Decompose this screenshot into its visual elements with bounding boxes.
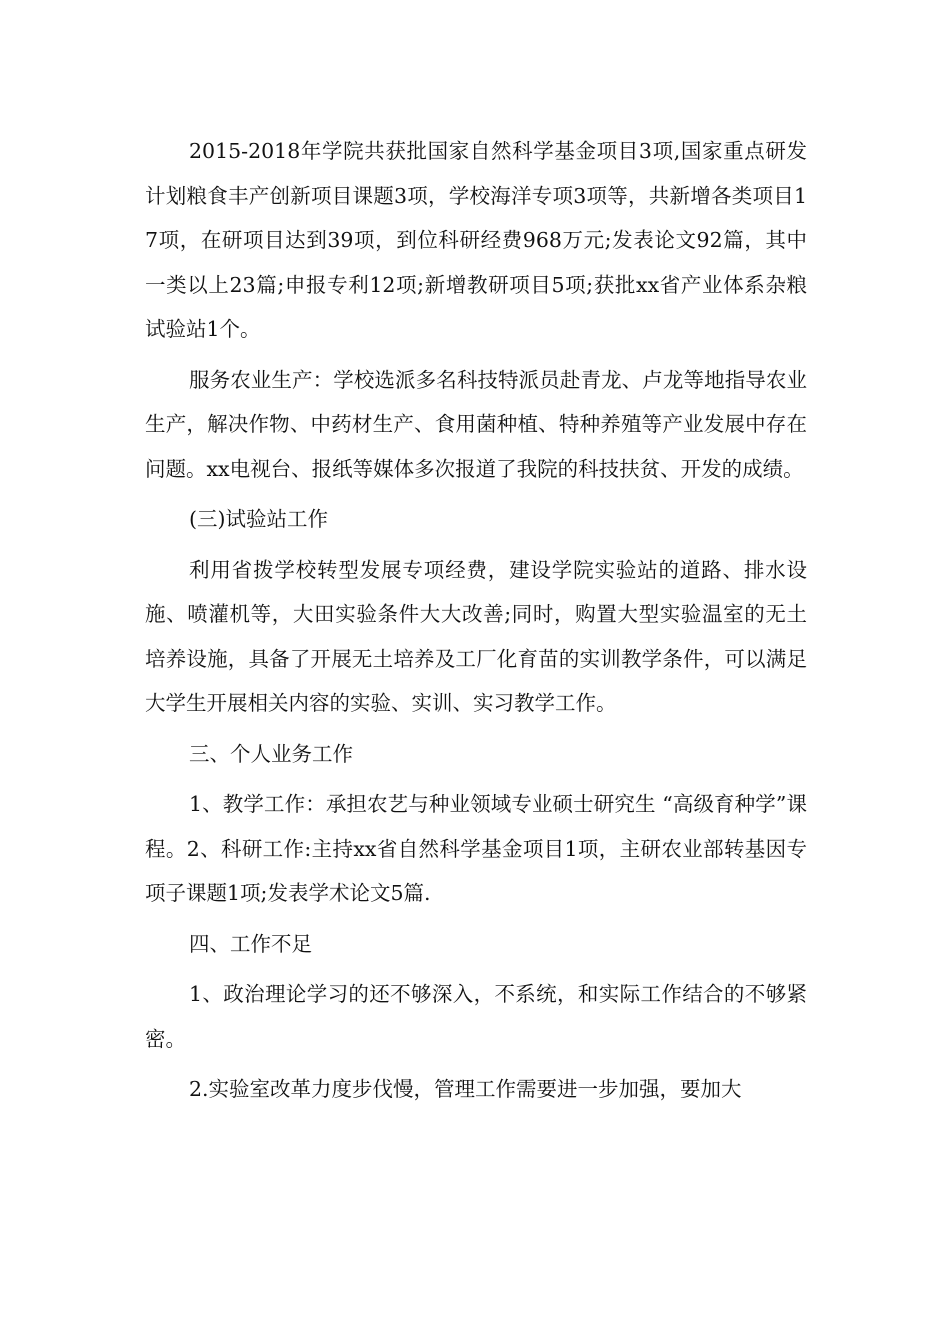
heading-personal-work: 三、个人业务工作 [189,741,353,766]
paragraph-shortcoming-2: 2.实验室改革力度步伐慢，管理工作需要进一步加强，要加大 [189,1077,742,1101]
heading-shortcomings: 四、工作不足 [189,931,312,956]
heading-experiment-station: (三)试验站工作 [189,507,328,531]
paragraph-experiment-station: 利用省拨学校转型发展专项经费，建设学院实验站的道路、排水设施、喷灌机等，大田实验条件大大改善;同时，购置大型实验温室的无土培养设施，具备了开展无土培养及工厂化育苗的实训教学条件，可以满足大学生开展相关内容的实验、实训、实习教学工作。 [145,557,807,715]
paragraph-agricultural-service: 服务农业生产：学校选派多名科技特派员赴青龙、卢龙等地指导农业生产，解决作物、中药材生产、食用菌种植、特种养殖等产业发展中存在问题。xx电视台、报纸等媒体多次报道了我院的科技扶贫、开发的成绩。 [145,367,807,481]
paragraph-research-achievements: 2015-2018年学院共获批国家自然科学基金项目3项,国家重点研发计划粮食丰产创新项目课题3项，学校海洋专项3项等，共新增各类项目17项，在研项目达到39项，到位科研经费968万元;发表论文92篇，其中一类以上23篇;申报专利12项;新增教研项目5项;获批xx省产业体系杂粮试验站1个。 [145,139,807,341]
paragraph-personal-work: 1、教学工作：承担农艺与种业领域专业硕士研究生 “高级育种学”课程。2、科研工作:主持xx省自然科学基金项目1项，主研农业部转基因专项子课题1项;发表学术论文5篇. [145,792,807,905]
paragraph-shortcoming-1: 1、政治理论学习的还不够深入，不系统，和实际工作结合的不够紧密。 [145,982,807,1051]
document-body [145,129,807,1118]
